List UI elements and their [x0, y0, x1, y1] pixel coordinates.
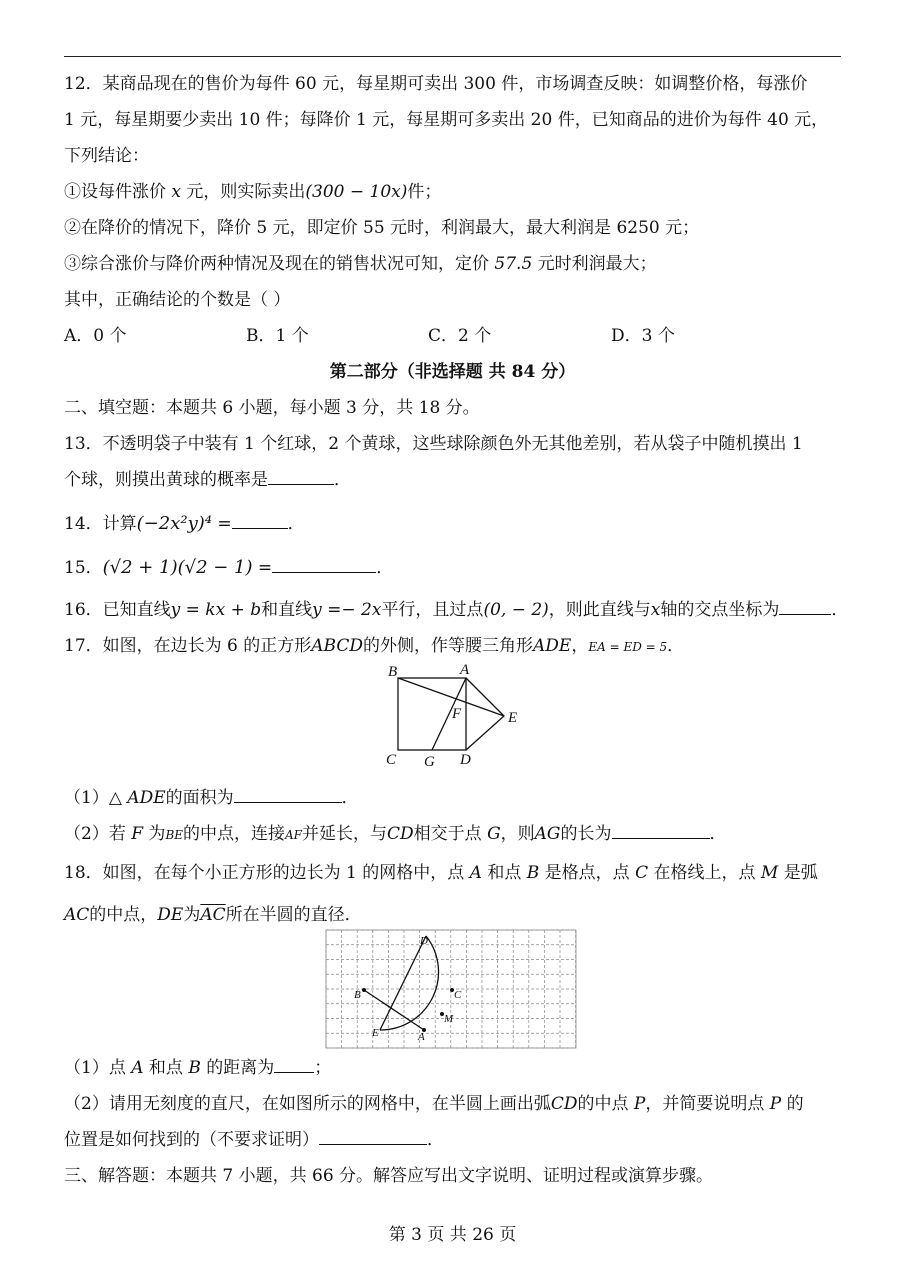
- label-e: E: [372, 1027, 379, 1039]
- label-f: F: [452, 706, 462, 722]
- point-b: [362, 988, 366, 992]
- header-rule: [64, 56, 841, 57]
- q12-line3: 下列结论：: [64, 146, 149, 166]
- page-footer: 第 3 页 共 26 页: [388, 1225, 517, 1245]
- q18-line2: AC的中点，DE为$\overline{AC}$所在半圆的直径．: [64, 905, 362, 925]
- q17-sub2: （2）若 F 为BE的中点，连接AF并延长，与CD相交于点 G，则AG的长为 ．: [64, 816, 841, 853]
- option-c: C．2 个: [428, 326, 492, 346]
- q12-ask: 其中，正确结论的个数是（ ）: [64, 290, 291, 310]
- label-g: G: [424, 754, 435, 768]
- option-b: B．1 个: [246, 326, 309, 346]
- q18-sub2-line2: 位置是如何找到的（不要求证明） ．: [64, 1122, 841, 1158]
- q12-statement-2: ②在降价的情况下，降价 5 元，即定价 55 元时，利润最大，最大利润是 6250 元；: [64, 218, 700, 238]
- q17-figure: [320, 656, 540, 768]
- q12-options: [64, 318, 841, 354]
- q14: 14．计算(−2x²y)⁴ = ．: [64, 506, 841, 542]
- q18-sub2-line1: （2）请用无刻度的直尺，在如图所示的网格中，在半圆上画出弧CD的中点 P，并简要说明点 P 的: [64, 1094, 804, 1114]
- label-b: B: [388, 664, 398, 680]
- q15: 15．(√2 + 1)(√2 − 1) = ．: [64, 550, 841, 586]
- answer-blank[interactable]: [319, 1126, 427, 1145]
- semicircle-arc: [380, 936, 439, 1030]
- q18-sub1: （1）点 A 和点 B 的距离为 ；: [64, 1050, 841, 1086]
- answer-blank[interactable]: [612, 820, 710, 839]
- option-d: D．3 个: [611, 326, 675, 346]
- answer-header: 三、解答题：本题共 7 小题，共 66 分。解答应写出文字说明、证明过程或演算步骤。: [64, 1166, 714, 1186]
- answer-blank[interactable]: [274, 1054, 314, 1073]
- label-c: C: [454, 989, 462, 1001]
- label-c: C: [386, 752, 397, 768]
- label-a: A: [460, 662, 470, 678]
- part2-title: 第二部分（非选择题 共 84 分）: [329, 362, 576, 382]
- answer-blank[interactable]: [234, 784, 342, 803]
- answer-blank[interactable]: [268, 466, 334, 485]
- exam-page-cont: [64, 780, 841, 933]
- q17-stem: 17．如图，在边长为 6 的正方形ABCD的外侧，作等腰三角形ADE，EA = ED = 5．: [64, 636, 685, 656]
- label-d: D: [420, 935, 428, 947]
- fill-header: 二、填空题：本题共 6 小题，每小题 3 分，共 18 分。: [64, 398, 480, 418]
- q12-line1: 12．某商品现在的售价为每件 60 元，每星期可卖出 300 件，市场调查反映：如调整价格，每涨价: [64, 74, 808, 94]
- exam-page-end: [64, 1050, 841, 1194]
- option-a: A．0 个: [64, 326, 127, 346]
- answer-blank[interactable]: [232, 510, 288, 529]
- q12-line2: 1 元，每星期要少卖出 10 件；每降价 1 元，每星期可多卖出 20 件，已知商品的进价为每件 40 元，: [64, 110, 829, 130]
- q12-statement-3: ③综合涨价与降价两种情况及现在的销售状况可知，定价 57.5 元时利润最大；: [64, 254, 657, 274]
- q18-line1: 18．如图，在每个小正方形的边长为 1 的网格中，点 A 和点 B 是格点，点 C 在格线上，点 M 是弧: [64, 863, 818, 883]
- q16: 16．已知直线y = kx + b和直线y =− 2x平行，且过点(0, − 2)，则此直线与x轴的交点坐标为 ．: [64, 592, 841, 628]
- q13-line1: 13．不透明袋子中装有 1 个红球，2 个黄球，这些球除颜色外无其他差别，若从袋子中随机摸出 1: [64, 434, 803, 454]
- q18-grid-figure: [322, 926, 580, 1052]
- answer-blank[interactable]: [272, 554, 376, 573]
- label-a: A: [418, 1031, 425, 1043]
- q13-line2: 个球，则摸出黄球的概率是 ．: [64, 462, 841, 498]
- label-e: E: [508, 710, 518, 726]
- answer-blank[interactable]: [779, 596, 831, 615]
- q17-sub1: （1）△ ADE的面积为 ．: [64, 780, 841, 816]
- label-b: B: [354, 989, 361, 1001]
- q12-statement-1: ①设每件涨价 x 元，则实际卖出(300 − 10x)件；: [64, 182, 442, 202]
- exam-page: [64, 66, 849, 665]
- label-d: D: [460, 752, 471, 768]
- label-m: M: [444, 1013, 454, 1025]
